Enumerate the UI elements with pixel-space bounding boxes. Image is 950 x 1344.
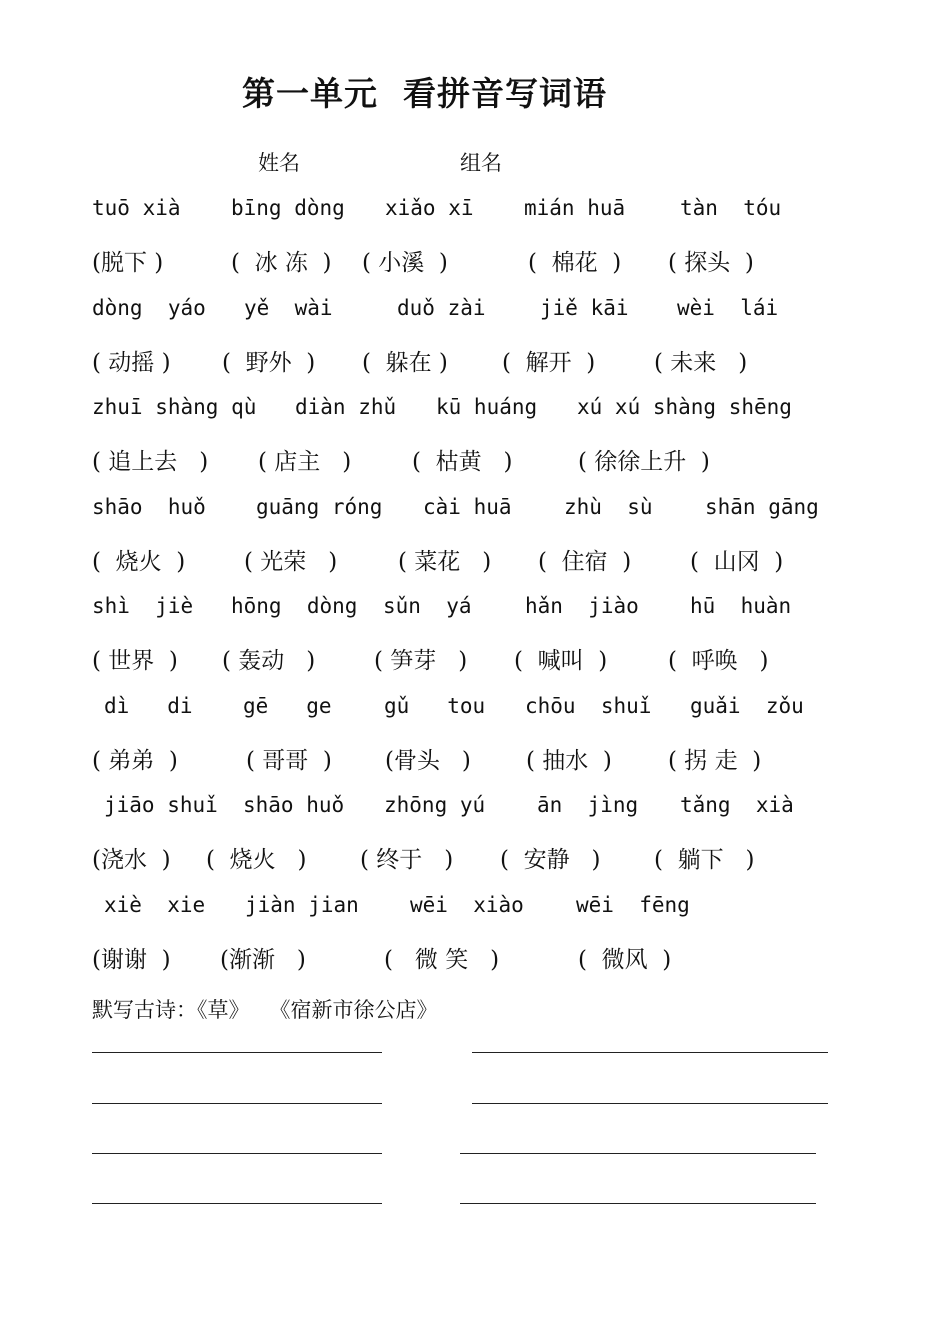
pinyin-item: duǒ zài bbox=[397, 295, 486, 320]
pinyin-item: shāo huǒ bbox=[243, 793, 345, 817]
answer-blank[interactable]: ( 抽水 ) bbox=[526, 747, 612, 774]
pinyin-item: kū huáng bbox=[436, 395, 538, 419]
pinyin-item: yě wài bbox=[244, 295, 333, 320]
answer-blank[interactable]: ( 终于 ) bbox=[360, 847, 454, 873]
answer-blank[interactable]: (渐渐 ) bbox=[220, 946, 306, 973]
poem-writing-line[interactable] bbox=[92, 1203, 382, 1204]
pinyin-item: jiàn jian bbox=[245, 892, 359, 917]
answer-blank[interactable]: ( 安静 ) bbox=[500, 847, 601, 873]
answer-blank[interactable]: ( 光荣 ) bbox=[244, 548, 338, 575]
poem-writing-line[interactable] bbox=[472, 1052, 828, 1053]
answer-blank[interactable]: ( 野外 ) bbox=[222, 349, 316, 376]
answer-blank[interactable]: ( 动摇 ) bbox=[92, 349, 171, 376]
answer-blank[interactable]: ( 菜花 ) bbox=[398, 548, 492, 575]
answer-blank[interactable]: ( 弟弟 ) bbox=[92, 747, 178, 774]
answer-blank[interactable]: ( 世界 ) bbox=[92, 648, 178, 674]
pinyin-item: gǔ tou bbox=[384, 693, 486, 718]
pinyin-item: wēi xiào bbox=[410, 892, 524, 917]
pinyin-item: dì di bbox=[104, 693, 193, 718]
answer-blank[interactable]: ( 哥哥 ) bbox=[246, 747, 332, 774]
answer-blank[interactable]: ( 笋芽 ) bbox=[374, 648, 468, 674]
pinyin-item: bīng dòng bbox=[231, 196, 345, 220]
poem-label: 默写古诗：《草》 《宿新市徐公店》 bbox=[92, 998, 438, 1022]
pinyin-item: guǎi zǒu bbox=[690, 693, 804, 718]
pinyin-item: shāo huǒ bbox=[92, 494, 206, 519]
answer-blank[interactable]: ( 烧火 ) bbox=[206, 847, 307, 873]
pinyin-item: zhōng yú bbox=[384, 793, 486, 817]
answer-blank[interactable]: ( 轰动 ) bbox=[222, 648, 316, 674]
pinyin-item: tǎng xià bbox=[680, 793, 794, 817]
answer-blank[interactable]: ( 棉花 ) bbox=[528, 250, 622, 276]
answer-blank[interactable]: ( 呼唤 ) bbox=[668, 648, 769, 674]
pinyin-item: ān jìng bbox=[537, 793, 639, 817]
answer-blank[interactable]: (脱下 ) bbox=[92, 250, 164, 276]
poem-writing-line[interactable] bbox=[460, 1203, 816, 1204]
pinyin-item: guāng róng bbox=[256, 494, 383, 519]
answer-blank[interactable]: ( 躲在 ) bbox=[362, 349, 448, 376]
pinyin-item: sǔn yá bbox=[383, 594, 472, 618]
answer-blank[interactable]: (谢谢 ) bbox=[92, 946, 171, 973]
answer-blank[interactable]: (骨头 ) bbox=[385, 747, 471, 774]
answer-blank[interactable]: ( 小溪 ) bbox=[362, 250, 448, 276]
answer-blank[interactable]: (浇水 ) bbox=[92, 847, 171, 873]
poem-writing-line[interactable] bbox=[92, 1052, 382, 1053]
pinyin-item: chōu shuǐ bbox=[525, 693, 652, 718]
pinyin-item: xú xú shàng shēng bbox=[577, 395, 792, 419]
answer-blank[interactable]: ( 烧火 ) bbox=[92, 548, 186, 575]
answer-blank[interactable]: ( 探头 ) bbox=[668, 250, 754, 276]
poem-writing-line[interactable] bbox=[92, 1153, 382, 1154]
answer-blank[interactable]: ( 解开 ) bbox=[502, 349, 596, 376]
pinyin-item: diàn zhǔ bbox=[295, 395, 397, 419]
group-label: 组名 bbox=[460, 151, 502, 175]
pinyin-item: shì jiè bbox=[92, 594, 194, 618]
pinyin-item: hōng dòng bbox=[231, 594, 358, 618]
pinyin-item: hū huàn bbox=[690, 594, 792, 618]
pinyin-item: zhuī shàng qù bbox=[92, 395, 257, 419]
answer-blank[interactable]: ( 店主 ) bbox=[258, 449, 352, 475]
pinyin-item: tuō xià bbox=[92, 196, 181, 220]
answer-blank[interactable]: ( 冰 冻 ) bbox=[231, 250, 332, 276]
pinyin-item: zhù sù bbox=[564, 494, 653, 519]
pinyin-item: shān gāng bbox=[705, 494, 819, 519]
pinyin-item: jiě kāi bbox=[540, 295, 629, 320]
answer-blank[interactable]: ( 追上去 ) bbox=[92, 449, 209, 475]
answer-blank[interactable]: ( 躺下 ) bbox=[654, 847, 755, 873]
pinyin-item: gē ge bbox=[243, 693, 332, 718]
answer-blank[interactable]: ( 喊叫 ) bbox=[514, 648, 608, 674]
answer-blank[interactable]: ( 徐徐上升 ) bbox=[578, 449, 710, 475]
answer-blank[interactable]: ( 未来 ) bbox=[654, 349, 748, 376]
poem-writing-line[interactable] bbox=[460, 1153, 816, 1154]
answer-blank[interactable]: ( 住宿 ) bbox=[538, 548, 632, 575]
pinyin-item: jiāo shuǐ bbox=[104, 793, 218, 817]
poem-writing-line[interactable] bbox=[92, 1103, 382, 1104]
page-title: 第一单元 看拼音写词语 bbox=[242, 74, 607, 113]
answer-blank[interactable]: ( 拐 走 ) bbox=[668, 747, 762, 774]
pinyin-item: xiǎo xī bbox=[385, 196, 474, 220]
poem-writing-line[interactable] bbox=[472, 1103, 828, 1104]
answer-blank[interactable]: ( 枯黄 ) bbox=[412, 449, 513, 475]
pinyin-item: cài huā bbox=[423, 494, 512, 519]
answer-blank[interactable]: ( 山冈 ) bbox=[690, 548, 784, 575]
pinyin-item: wēi fēng bbox=[576, 892, 690, 917]
pinyin-item: hǎn jiào bbox=[525, 594, 639, 618]
pinyin-item: wèi lái bbox=[677, 295, 779, 320]
pinyin-item: xiè xie bbox=[104, 892, 206, 917]
answer-blank[interactable]: ( 微 笑 ) bbox=[384, 946, 500, 973]
name-label: 姓名 bbox=[258, 151, 300, 175]
answer-blank[interactable]: ( 微风 ) bbox=[578, 946, 672, 973]
pinyin-item: mián huā bbox=[524, 196, 626, 220]
pinyin-item: tàn tóu bbox=[680, 196, 782, 220]
pinyin-item: dòng yáo bbox=[92, 295, 206, 320]
